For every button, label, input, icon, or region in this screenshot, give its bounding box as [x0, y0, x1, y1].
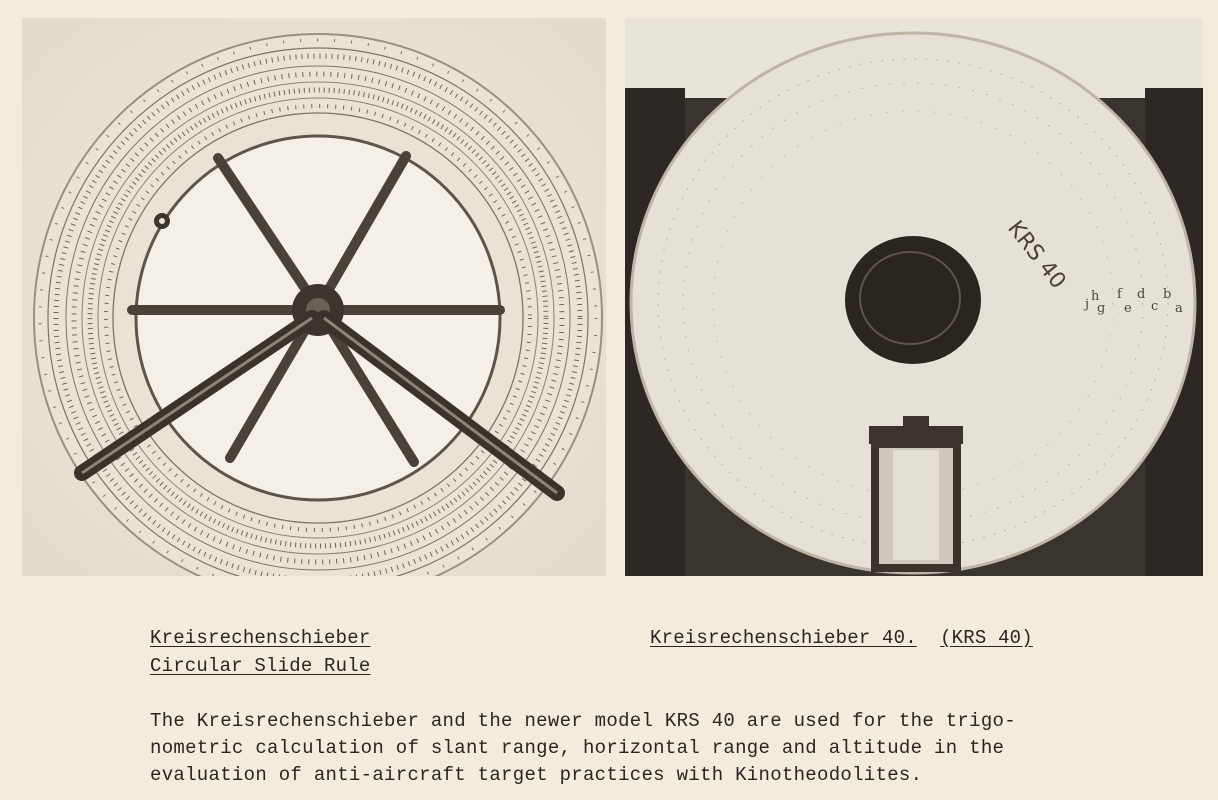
caption-left-english: Circular Slide Rule	[150, 655, 371, 677]
reading-glass	[869, 416, 963, 568]
scale-letter: g	[1097, 301, 1106, 316]
scale-letter: b	[1163, 287, 1172, 302]
caption-right-title	[650, 624, 1033, 652]
photo-krs-40	[625, 18, 1203, 576]
caption-right-name: Kreisrechenschieber 40.	[650, 627, 917, 649]
scale-letter: a	[1175, 301, 1183, 316]
paragraph-line: nometric calculation of slant range, horizontal range and altitude in the	[150, 737, 1005, 759]
paragraph-line: evaluation of anti-aircraft target practices with Kinotheodolites.	[150, 764, 923, 786]
caption-left-subtitle	[150, 652, 370, 680]
scale-letter: d	[1137, 287, 1146, 302]
circular-slide-rule-illustration	[22, 18, 606, 576]
paragraph-line: The Kreisrechenschieber and the newer model KRS 40 are used for the trigo-	[150, 710, 1016, 732]
scale-letter: c	[1151, 299, 1159, 314]
scale-letter: e	[1124, 301, 1132, 316]
krs-40-illustration	[625, 18, 1203, 576]
scale-letter: h	[1091, 289, 1100, 304]
caption-left-german: Kreisrechenschieber	[150, 627, 371, 649]
description-paragraph	[150, 708, 1150, 789]
photo-circular-slide-rule	[22, 18, 606, 576]
caption-right-abbrev: (KRS 40)	[940, 627, 1033, 649]
disk-label: KRS 40	[1002, 216, 1071, 294]
caption-left-title	[150, 624, 370, 652]
scale-letter: f	[1117, 287, 1122, 302]
scale-letter: j	[1085, 297, 1090, 312]
